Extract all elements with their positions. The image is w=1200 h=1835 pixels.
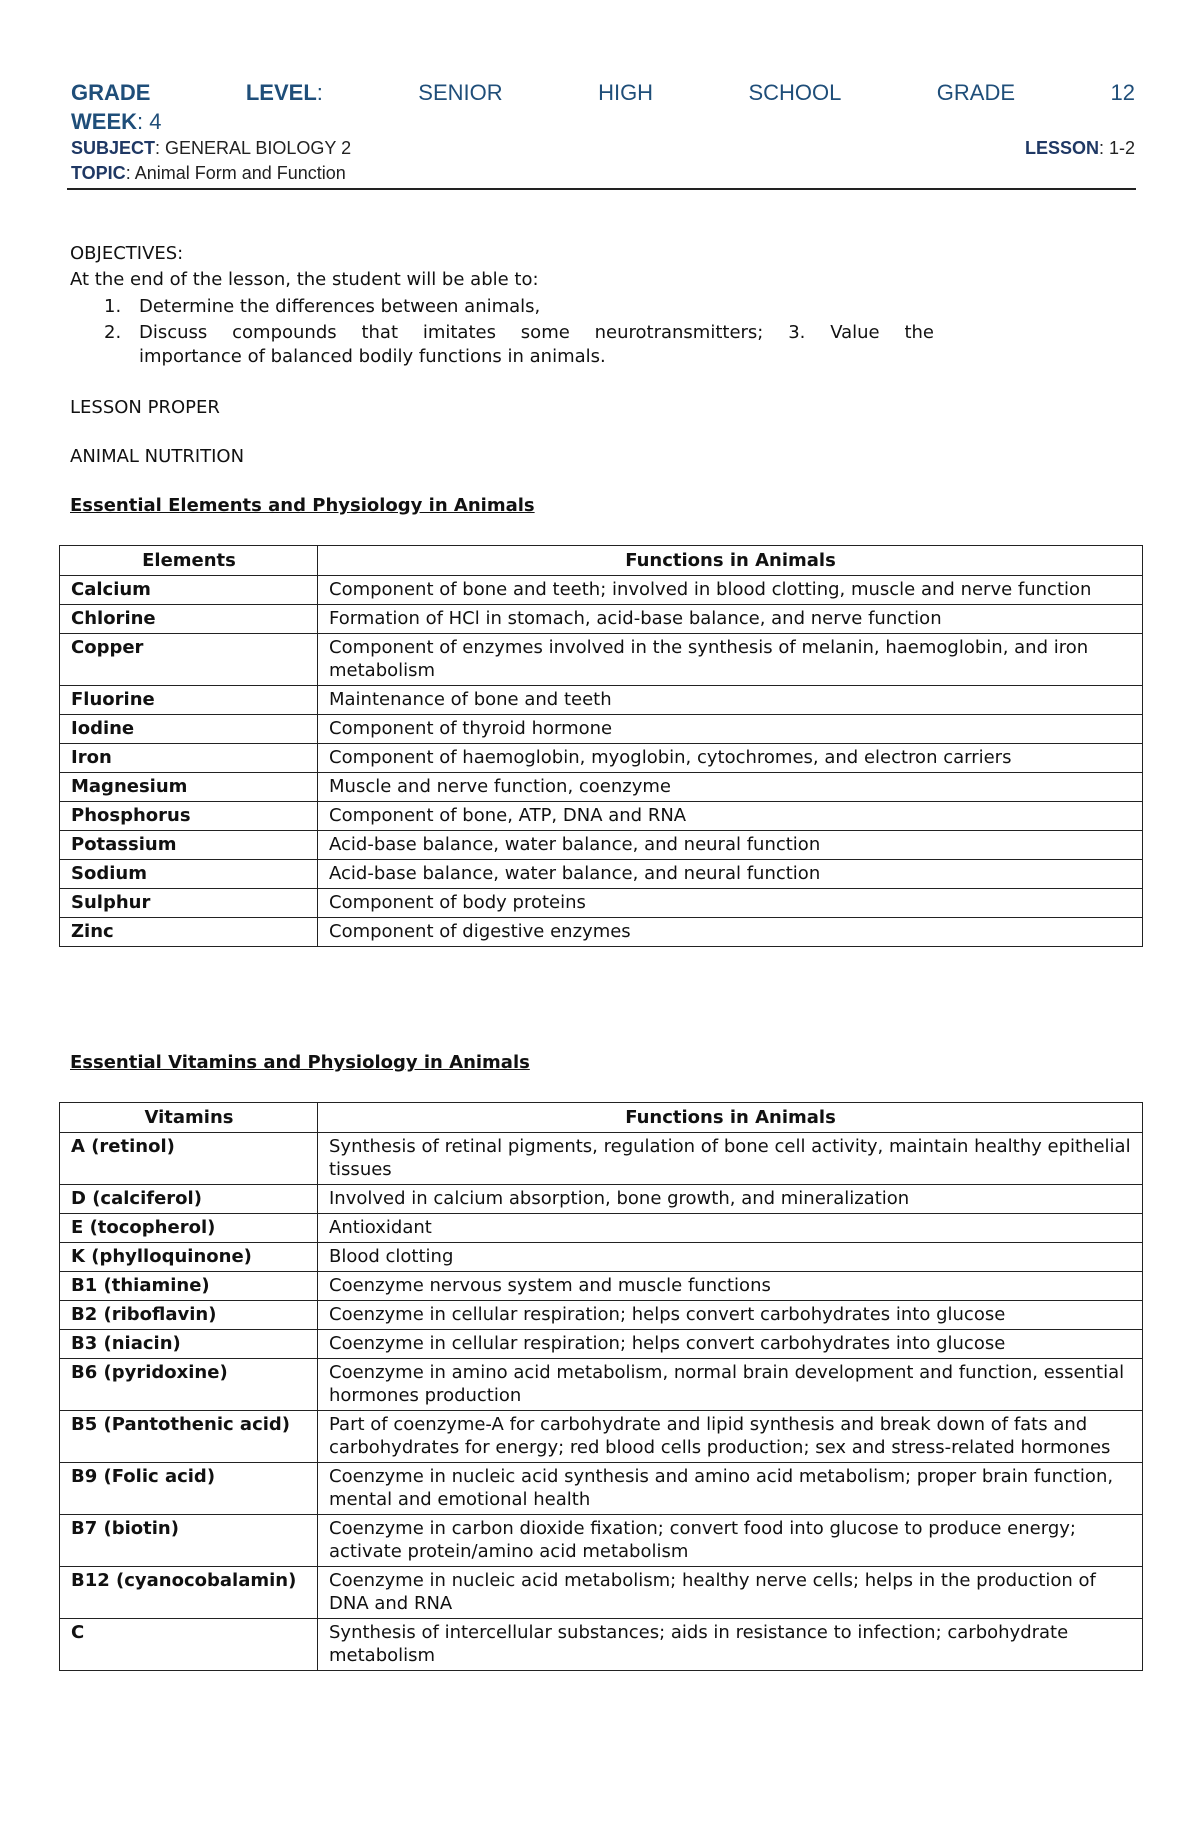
lesson-proper-heading: LESSON PROPER xyxy=(70,397,220,418)
table-row xyxy=(60,831,1143,860)
table-row xyxy=(60,1619,1143,1671)
table-row xyxy=(60,889,1143,918)
function-cell: Antioxidant xyxy=(318,1214,1143,1243)
function-cell: Blood clotting xyxy=(318,1243,1143,1272)
table-row xyxy=(60,715,1143,744)
vitamin-name-cell: D (calciferol) xyxy=(60,1185,318,1214)
table-row xyxy=(60,1463,1143,1515)
function-cell: Coenzyme in cellular respiration; helps convert carbohydrates into glucose xyxy=(318,1330,1143,1359)
week-line: WEEK: 4 xyxy=(71,109,162,134)
table-row xyxy=(60,1185,1143,1214)
function-cell: Synthesis of retinal pigments, regulation of bone cell activity, maintain healthy epithelial tissues xyxy=(318,1133,1143,1185)
level-word: SCHOOL xyxy=(748,80,842,105)
element-name-cell: Zinc xyxy=(60,918,318,947)
table-row xyxy=(60,1567,1143,1619)
vitamins-table xyxy=(59,1102,1143,1671)
function-cell: Muscle and nerve function, coenzyme xyxy=(318,773,1143,802)
table-row xyxy=(60,860,1143,889)
subject-value: GENERAL BIOLOGY 2 xyxy=(165,138,352,158)
function-cell: Component of thyroid hormone xyxy=(318,715,1143,744)
vitamin-name-cell: B1 (thiamine) xyxy=(60,1272,318,1301)
table-row xyxy=(60,1411,1143,1463)
element-name-cell: Chlorine xyxy=(60,605,318,634)
table-row xyxy=(60,1214,1143,1243)
table-header-row xyxy=(60,546,1143,576)
objective-item: Discuss compounds that imitates some neurotransmitters; 3. Value the xyxy=(139,322,934,343)
function-cell: Acid-base balance, water balance, and neural function xyxy=(318,831,1143,860)
topic-line: TOPIC: Animal Form and Function xyxy=(71,163,346,183)
function-cell: Coenzyme in carbon dioxide fixation; convert food into glucose to produce energy; activate protein/amino acid metabolism xyxy=(318,1515,1143,1567)
level-word: HIGH xyxy=(598,80,654,105)
week-value: 4 xyxy=(149,109,162,134)
animal-nutrition-heading: ANIMAL NUTRITION xyxy=(70,446,245,467)
function-cell: Coenzyme in nucleic acid synthesis and amino acid metabolism; proper brain function, mental and emotional health xyxy=(318,1463,1143,1515)
vitamin-name-cell: B7 (biotin) xyxy=(60,1515,318,1567)
table-row xyxy=(60,605,1143,634)
element-name-cell: Phosphorus xyxy=(60,802,318,831)
level-word: 12 xyxy=(1110,80,1135,105)
topic-value: Animal Form and Function xyxy=(134,163,346,183)
table-row xyxy=(60,686,1143,715)
function-cell: Coenzyme in cellular respiration; helps convert carbohydrates into glucose xyxy=(318,1301,1143,1330)
function-cell: Coenzyme nervous system and muscle functions xyxy=(318,1272,1143,1301)
table-row xyxy=(60,1515,1143,1567)
table-row xyxy=(60,1301,1143,1330)
element-name-cell: Calcium xyxy=(60,576,318,605)
vitamin-name-cell: B5 (Pantothenic acid) xyxy=(60,1411,318,1463)
vitamin-name-cell: B2 (riboflavin) xyxy=(60,1301,318,1330)
table-row xyxy=(60,1272,1143,1301)
table-row xyxy=(60,802,1143,831)
vitamin-name-cell: B3 (niacin) xyxy=(60,1330,318,1359)
header-divider xyxy=(67,188,1136,190)
vitamin-name-cell: K (phylloquinone) xyxy=(60,1243,318,1272)
vitamin-name-cell: B6 (pyridoxine) xyxy=(60,1359,318,1411)
vitamins-table-title: Essential Vitamins and Physiology in Animals xyxy=(70,1052,530,1073)
function-cell: Coenzyme in nucleic acid metabolism; healthy nerve cells; helps in the production of DNA and RNA xyxy=(318,1567,1143,1619)
grade-label: GRADE xyxy=(71,80,151,105)
element-name-cell: Sulphur xyxy=(60,889,318,918)
level-word: SENIOR xyxy=(418,80,503,105)
table-row xyxy=(60,744,1143,773)
table-row xyxy=(60,1359,1143,1411)
objective-number: 2. xyxy=(104,322,122,343)
function-cell: Component of bone and teeth; involved in blood clotting, muscle and nerve function xyxy=(318,576,1143,605)
objective-item: Determine the differences between animals, xyxy=(139,296,541,317)
function-cell: Formation of HCl in stomach, acid-base balance, and nerve function xyxy=(318,605,1143,634)
table-row xyxy=(60,1330,1143,1359)
element-name-cell: Fluorine xyxy=(60,686,318,715)
objectives-heading: OBJECTIVES: xyxy=(70,243,184,264)
vitamin-name-cell: A (retinol) xyxy=(60,1133,318,1185)
function-cell: Component of bone, ATP, DNA and RNA xyxy=(318,802,1143,831)
function-cell: Synthesis of intercellular substances; aids in resistance to infection; carbohydrate metabolism xyxy=(318,1619,1143,1671)
table-row xyxy=(60,634,1143,686)
function-cell: Component of body proteins xyxy=(318,889,1143,918)
element-name-cell: Sodium xyxy=(60,860,318,889)
vitamin-name-cell: E (tocopherol) xyxy=(60,1214,318,1243)
objective-item-continued: importance of balanced bodily functions in animals. xyxy=(139,346,606,367)
column-header: Elements xyxy=(60,546,318,576)
subject-line: SUBJECT: GENERAL BIOLOGY 2 LESSON: 1-2 xyxy=(71,138,1135,158)
function-cell: Component of haemoglobin, myoglobin, cytochromes, and electron carriers xyxy=(318,744,1143,773)
elements-table xyxy=(59,545,1143,947)
function-cell: Maintenance of bone and teeth xyxy=(318,686,1143,715)
column-header: Functions in Animals xyxy=(318,546,1143,576)
level-word: GRADE xyxy=(936,80,1016,105)
objectives-intro: At the end of the lesson, the student will be able to: xyxy=(70,269,539,290)
function-cell: Acid-base balance, water balance, and neural function xyxy=(318,860,1143,889)
vitamin-name-cell: B9 (Folic acid) xyxy=(60,1463,318,1515)
element-name-cell: Potassium xyxy=(60,831,318,860)
table-row xyxy=(60,918,1143,947)
column-header: Vitamins xyxy=(60,1103,318,1133)
objective-number: 1. xyxy=(104,296,122,317)
element-name-cell: Magnesium xyxy=(60,773,318,802)
level-label-group: LEVEL: xyxy=(245,80,323,105)
vitamin-name-cell: C xyxy=(60,1619,318,1671)
vitamin-name-cell: B12 (cyanocobalamin) xyxy=(60,1567,318,1619)
element-name-cell: Copper xyxy=(60,634,318,686)
element-name-cell: Iodine xyxy=(60,715,318,744)
grade-level-line xyxy=(71,80,1135,110)
element-name-cell: Iron xyxy=(60,744,318,773)
function-cell: Component of enzymes involved in the synthesis of melanin, haemoglobin, and iron metabolism xyxy=(318,634,1143,686)
table-row xyxy=(60,773,1143,802)
table-header-row xyxy=(60,1103,1143,1133)
function-cell: Coenzyme in amino acid metabolism, normal brain development and function, essential hormones production xyxy=(318,1359,1143,1411)
elements-table-title: Essential Elements and Physiology in Animals xyxy=(70,495,535,516)
function-cell: Part of coenzyme-A for carbohydrate and lipid synthesis and break down of fats and carbohydrates for energy; red blood cells production; sex and stress-related hormones xyxy=(318,1411,1143,1463)
function-cell: Component of digestive enzymes xyxy=(318,918,1143,947)
table-row xyxy=(60,1133,1143,1185)
table-row xyxy=(60,576,1143,605)
table-row xyxy=(60,1243,1143,1272)
column-header: Functions in Animals xyxy=(318,1103,1143,1133)
function-cell: Involved in calcium absorption, bone growth, and mineralization xyxy=(318,1185,1143,1214)
lesson-value: 1-2 xyxy=(1108,138,1135,158)
